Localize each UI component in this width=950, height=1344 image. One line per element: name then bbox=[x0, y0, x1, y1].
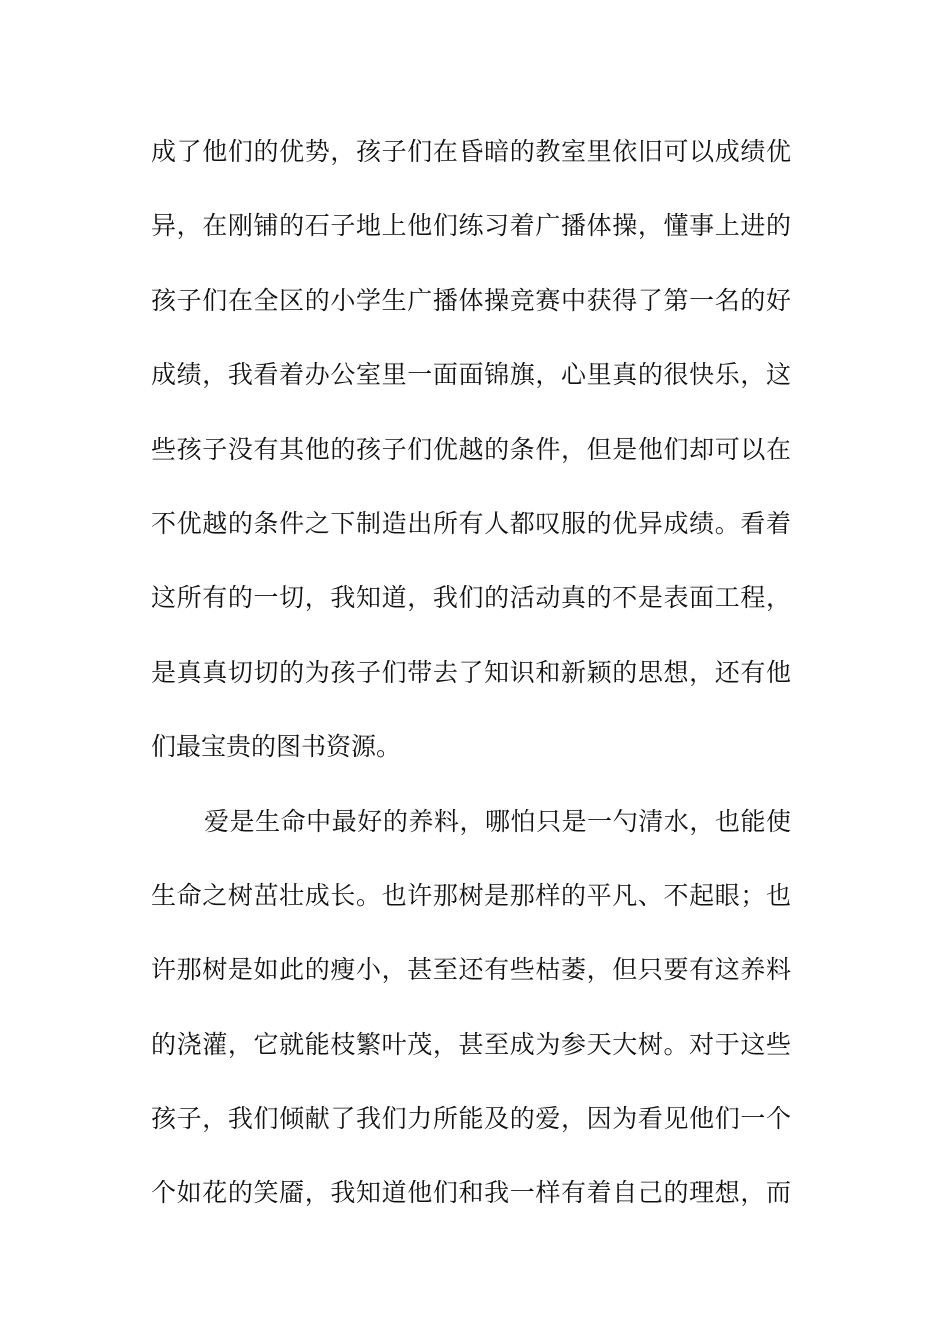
text-line: 成绩，我看着办公室里一面面锦旗，心里真的很快乐，这 bbox=[151, 360, 791, 390]
paragraph-start-line: 爱是生命中最好的养料，哪怕只是一勺清水，也能使 bbox=[204, 806, 791, 836]
body-text bbox=[151, 127, 791, 1243]
text-line: 孩子，我们倾献了我们力所能及的爱，因为看见他们一个 bbox=[151, 1104, 791, 1134]
text-line: 成了他们的优势，孩子们在昏暗的教室里依旧可以成绩优 bbox=[151, 137, 791, 166]
text-line: 个如花的笑靥，我知道他们和我一样有着自己的理想，而 bbox=[151, 1178, 791, 1208]
text-line: 异，在刚铺的石子地上他们练习着广播体操，懂事上进的 bbox=[151, 211, 791, 241]
text-line: 生命之树茁壮成长。也许那树是那样的平凡、不起眼；也 bbox=[151, 880, 791, 910]
text-line: 些孩子没有其他的孩子们优越的条件，但是他们却可以在 bbox=[151, 434, 791, 464]
text-line: 许那树是如此的瘦小，甚至还有些枯萎，但只要有这养料 bbox=[151, 955, 791, 985]
text-line: 是真真切切的为孩子们带去了知识和新颖的思想，还有他 bbox=[151, 657, 791, 687]
text-line: 孩子们在全区的小学生广播体操竞赛中获得了第一名的好 bbox=[151, 285, 791, 315]
paragraph-end-line: 们最宝贵的图书资源。 bbox=[151, 732, 402, 762]
text-line: 这所有的一切，我知道，我们的活动真的不是表面工程， bbox=[151, 583, 791, 613]
text-line: 的浇灌，它就能枝繁叶茂，甚至成为参天大树。对于这些 bbox=[151, 1029, 791, 1059]
text-line: 不优越的条件之下制造出所有人都叹服的优异成绩。看着 bbox=[151, 508, 791, 538]
